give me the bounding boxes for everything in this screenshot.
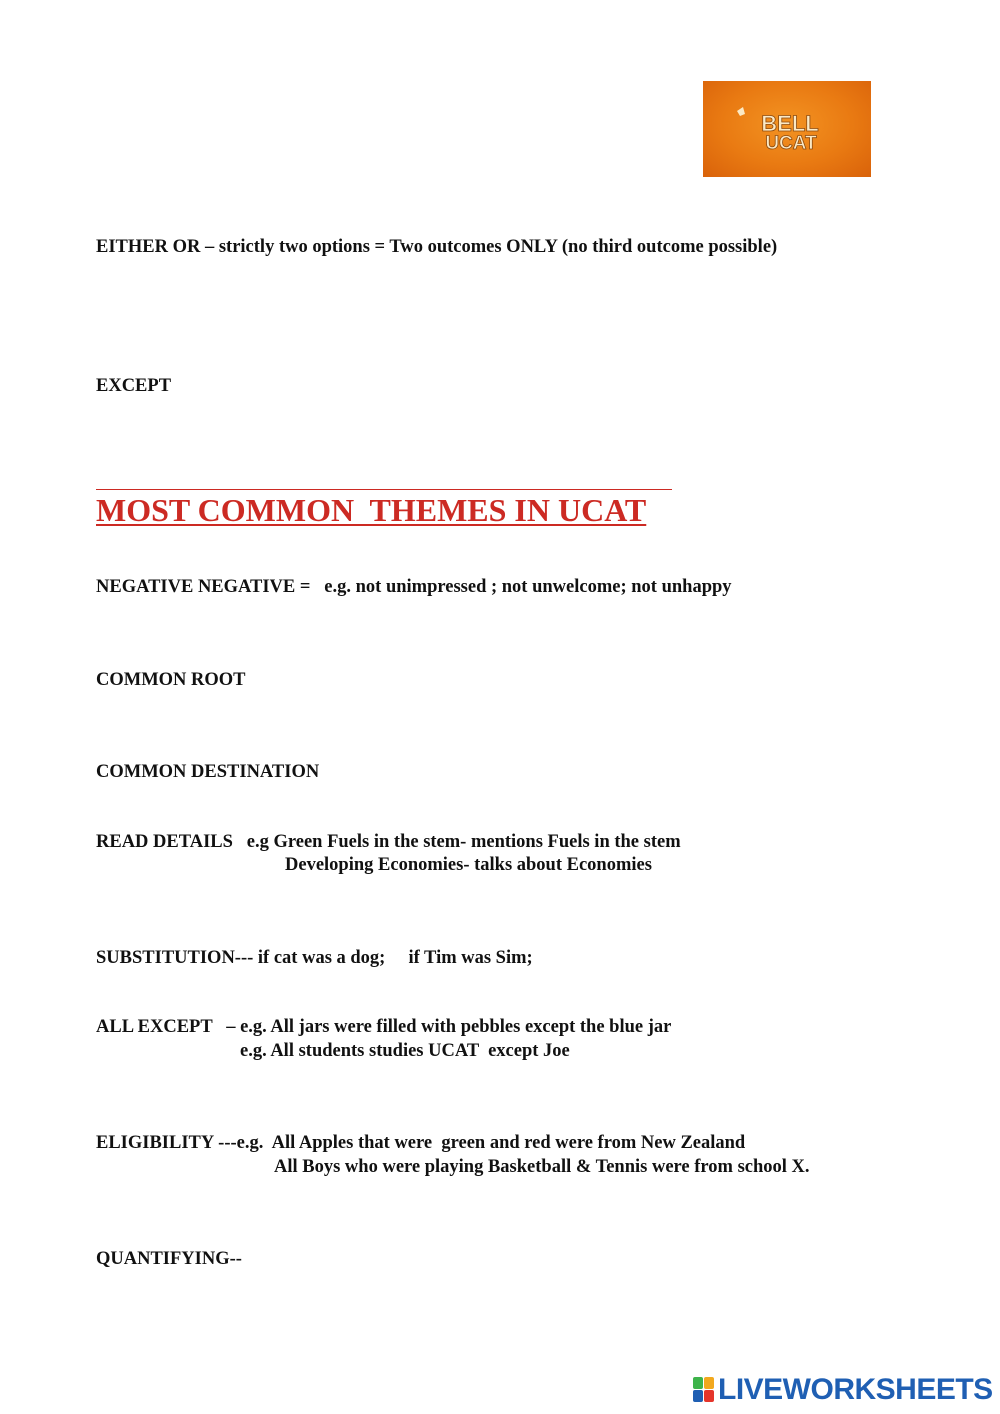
bell-ucat-logo-graphic <box>703 81 871 177</box>
quantifying-text: QUANTIFYING-- <box>96 1249 242 1269</box>
negative-negative-text: NEGATIVE NEGATIVE = e.g. not unimpressed ; not unwelcome; not unhappy <box>96 577 732 597</box>
all-except-line1: ALL EXCEPT – e.g. All jars were filled with pebbles except the blue jar <box>96 1017 672 1037</box>
liveworksheets-brand: LIVEWORKSHEETS <box>718 1373 993 1406</box>
eligibility-line1: ELIGIBILITY ---e.g. All Apples that were green and red were from New Zealand <box>96 1133 746 1153</box>
read-details-line1: READ DETAILS e.g Green Fuels in the stem- mentions Fuels in the stem <box>96 832 681 852</box>
logo-line2: UCAT <box>765 133 817 154</box>
liveworksheets-logo-icon <box>693 1377 715 1403</box>
either-or-text: EITHER OR – strictly two options = Two outcomes ONLY (no third outcome possible) <box>96 237 778 257</box>
substitution-text: SUBSTITUTION--- if cat was a dog; if Tim was Sim; <box>96 948 533 968</box>
read-details-line2: Developing Economies- talks about Economies <box>285 855 652 875</box>
all-except-line2: e.g. All students studies UCAT except Joe <box>240 1041 570 1061</box>
bell-icon <box>737 107 745 116</box>
page-title: MOST COMMON THEMES IN UCAT <box>96 492 647 528</box>
bell-ucat-logo <box>703 81 871 177</box>
logo-line1: BELL <box>761 111 819 136</box>
liveworksheets-footer[interactable] <box>693 1374 993 1406</box>
common-destination-text: COMMON DESTINATION <box>96 762 320 782</box>
common-root-text: COMMON ROOT <box>96 670 246 690</box>
eligibility-line2: All Boys who were playing Basketball & Tennis were from school X. <box>274 1157 810 1177</box>
except-text: EXCEPT <box>96 376 172 396</box>
